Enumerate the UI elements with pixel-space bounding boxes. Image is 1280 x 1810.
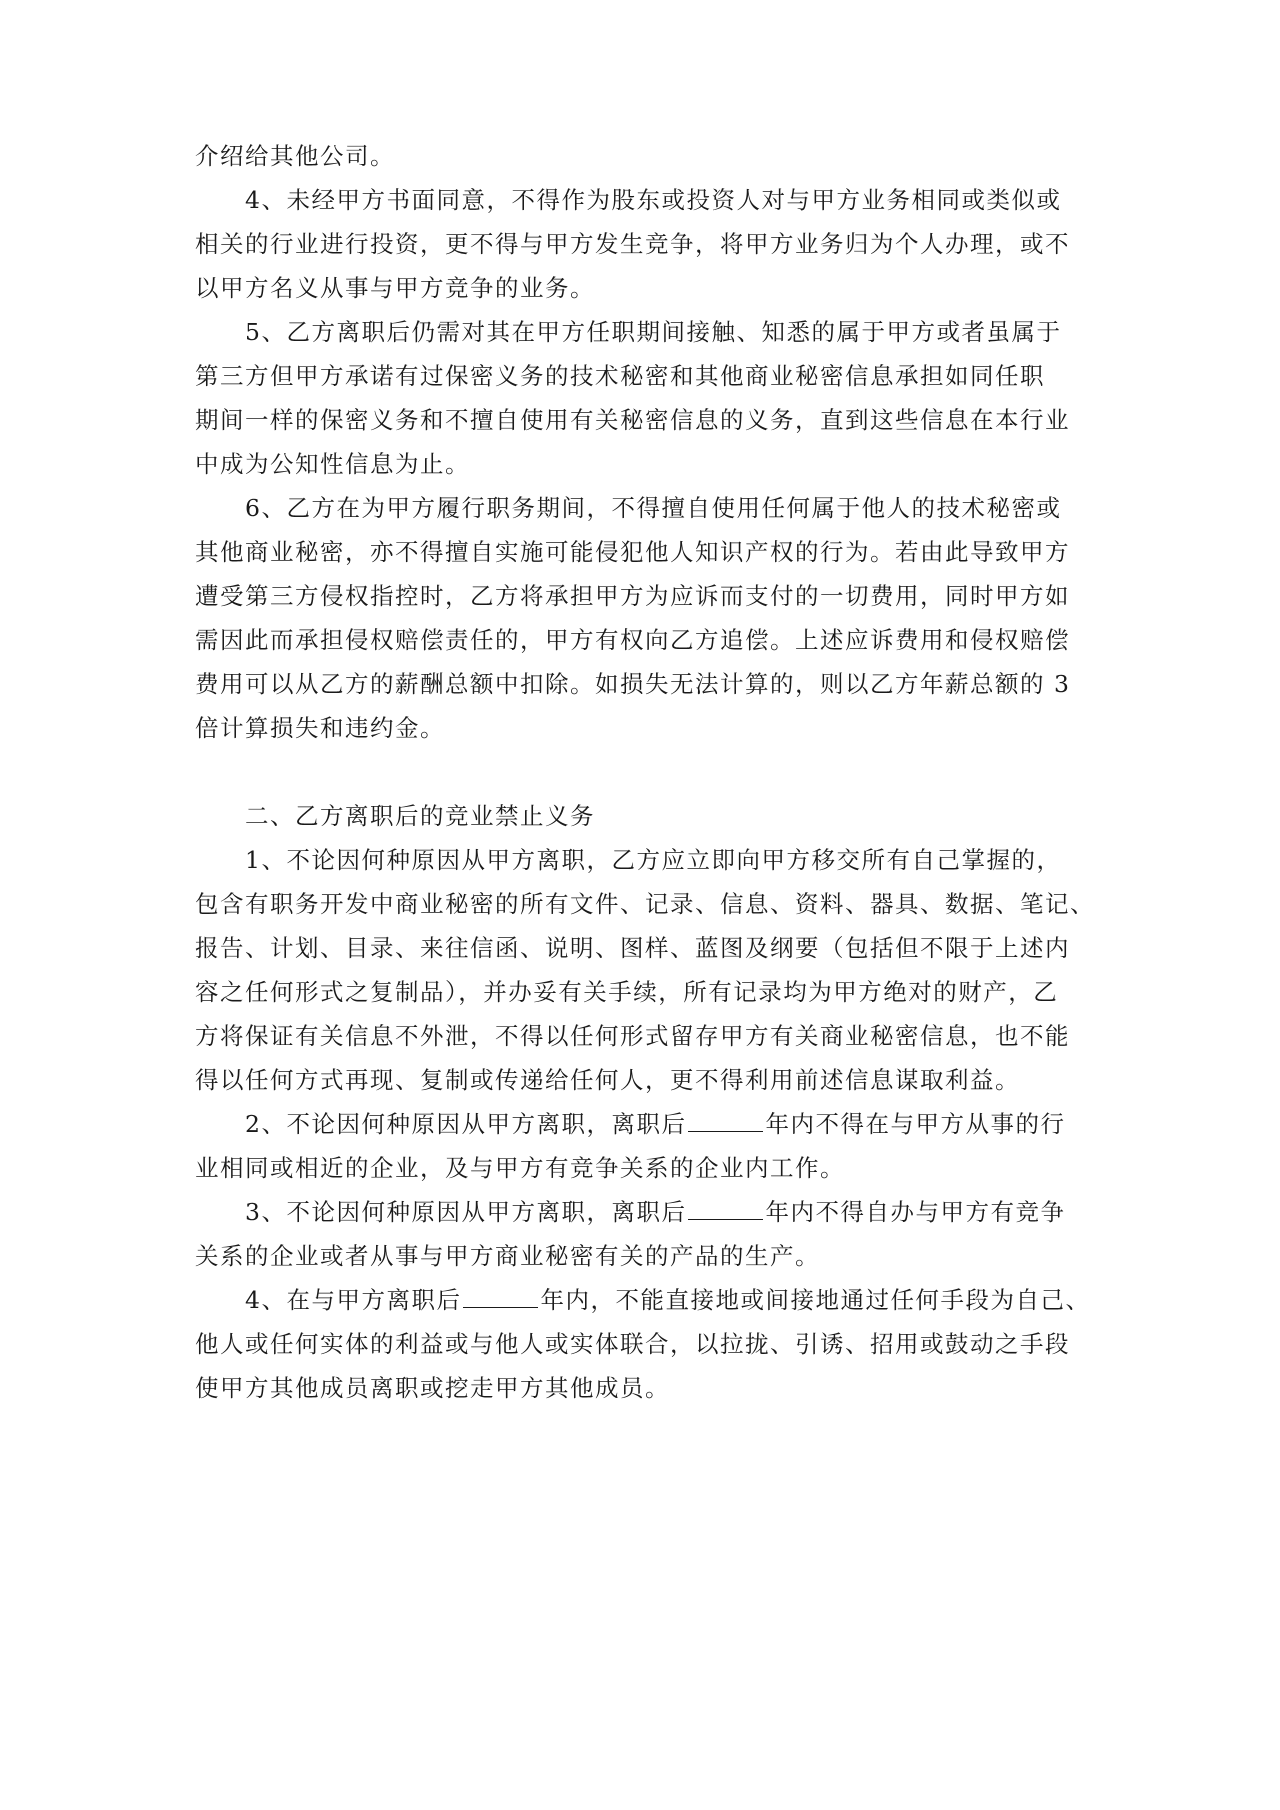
s2-clause-4-text-after: 年内，不能直接地或间接地通过任何手段为自己、 (540, 1286, 1091, 1314)
s2-clause-3-text-before: 3、不论因何种原因从甲方离职，离职后 (245, 1198, 687, 1226)
years-blank-field[interactable] (463, 1287, 538, 1308)
s2-clause-3-line-2: 关系的企业或者从事与甲方商业秘密有关的产品的生产。 (195, 1242, 820, 1270)
s2-clause-1-line-1: 1、不论因何种原因从甲方离职，乙方应立即向甲方移交所有自己掌握的， (245, 846, 1062, 874)
clause-6-line-3: 遭受第三方侵权指控时，乙方将承担甲方为应诉而支付的一切费用，同时甲方如 (195, 582, 1070, 610)
s2-clause-1-line-6: 得以任何方式再现、复制或传递给任何人，更不得利用前述信息谋取利益。 (195, 1066, 1020, 1094)
clause-6-line-6: 倍计算损失和违约金。 (195, 714, 445, 742)
s2-clause-1-line-3: 报告、计划、目录、来往信函、说明、图样、蓝图及纲要（包括但不限于上述内 (195, 934, 1070, 962)
clause-6-line-2: 其他商业秘密，亦不得擅自实施可能侵犯他人知识产权的行为。若由此导致甲方 (195, 538, 1070, 566)
clause-4-line-3: 以甲方名义从事与甲方竞争的业务。 (195, 274, 595, 302)
years-blank-field[interactable] (688, 1111, 763, 1132)
s2-clause-1-line-4: 容之任何形式之复制品），并办妥有关手续，所有记录均为甲方绝对的财产，乙 (195, 978, 1059, 1006)
s2-clause-4-line-3: 使甲方其他成员离职或挖走甲方其他成员。 (195, 1374, 670, 1402)
intro-tail: 介绍给其他公司。 (195, 142, 395, 170)
clause-4-line-1: 4、未经甲方书面同意，不得作为股东或投资人对与甲方业务相同或类似或 (245, 186, 1062, 214)
s2-clause-2-line-1 (245, 1108, 1145, 1140)
s2-clause-3-line-1 (245, 1196, 1145, 1228)
s2-clause-2-text-after: 年内不得在与甲方从事的行 (765, 1110, 1066, 1138)
section-2-heading: 二、乙方离职后的竞业禁止义务 (245, 802, 595, 830)
clause-5-line-2: 第三方但甲方承诺有过保密义务的技术秘密和其他商业秘密信息承担如同任职 (195, 362, 1045, 390)
s2-clause-4-text-before: 4、在与甲方离职后 (245, 1286, 462, 1314)
clause-5-line-4: 中成为公知性信息为止。 (195, 450, 470, 478)
clause-5-line-1: 5、乙方离职后仍需对其在甲方任职期间接触、知悉的属于甲方或者虽属于 (245, 318, 1062, 346)
s2-clause-1-line-5: 方将保证有关信息不外泄，不得以任何形式留存甲方有关商业秘密信息，也不能 (195, 1022, 1070, 1050)
s2-clause-3-text-after: 年内不得自办与甲方有竞争 (765, 1198, 1066, 1226)
clause-6-line-1: 6、乙方在为甲方履行职务期间，不得擅自使用任何属于他人的技术秘密或 (245, 494, 1062, 522)
clause-6-line-4: 需因此而承担侵权赔偿责任的，甲方有权向乙方追偿。上述应诉费用和侵权赔偿 (195, 626, 1070, 654)
s2-clause-4-line-1 (245, 1284, 1145, 1316)
clause-4-line-2: 相关的行业进行投资，更不得与甲方发生竞争，将甲方业务归为个人办理，或不 (195, 230, 1070, 258)
s2-clause-1-line-2: 包含有职务开发中商业秘密的所有文件、记录、信息、资料、器具、数据、笔记、 (195, 890, 1095, 918)
s2-clause-2-line-2: 业相同或相近的企业，及与甲方有竞争关系的企业内工作。 (195, 1154, 845, 1182)
clause-5-line-3: 期间一样的保密义务和不擅自使用有关秘密信息的义务，直到这些信息在本行业 (195, 406, 1070, 434)
s2-clause-2-text-before: 2、不论因何种原因从甲方离职，离职后 (245, 1110, 687, 1138)
clause-6-line-5: 费用可以从乙方的薪酬总额中扣除。如损失无法计算的，则以乙方年薪总额的 3 (195, 670, 1071, 698)
years-blank-field[interactable] (688, 1199, 763, 1220)
s2-clause-4-line-2: 他人或任何实体的利益或与他人或实体联合，以拉拢、引诱、招用或鼓动之手段 (195, 1330, 1070, 1358)
